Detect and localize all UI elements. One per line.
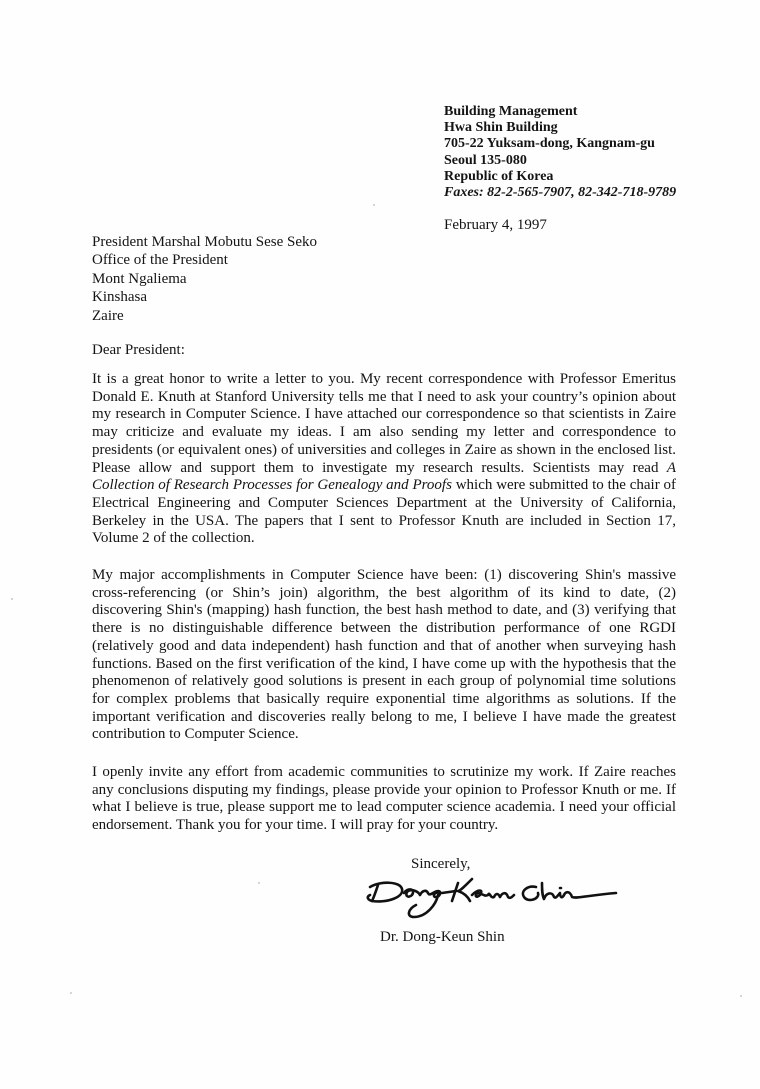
recipient-line: Zaire (92, 307, 124, 324)
scan-speck (70, 992, 72, 994)
recipient-address (92, 233, 317, 325)
salutation: Dear President: (92, 342, 185, 358)
sender-line: Building Management (444, 104, 578, 119)
sender-line: Hwa Shin Building (444, 120, 558, 136)
sender-address (444, 104, 676, 201)
body-paragraph-2: My major accomplishments in Computer Science have been: (1) discovering Shin's massive cross-referencing (or Shin’s join) algorithm, the best algorithm of its kind to date, (2) discovering Shin's (mapping) hash function, the best hash method to date, and (3) verifying that there is no distinguishable difference between the distribution performance of one RGDI (relatively good and data independent) hash function and that of another when surveying hash functions. Based on the first verification of the kind, I have come up with the hypothesis that the phenomenon of relatively good solutions is present in each group of polynomial time solutions for complex problems that basically require exponential time algorithms as solutions. If the important verification and discoveries really belong to me, I believe I have made the greatest contribution to Computer Science. (92, 567, 676, 743)
paragraph-text: It is a great honor to write a letter to you. My recent correspondence with Professor Emeritus Donald E. Knuth at Stanford University tells me that I need to ask your country’s opinion about my research in Computer Science. I have attached our correspondence so that scientists in Zaire may criticize and evaluate my ideas. I am also sending my letter and correspondence to presidents (or equivalent ones) of universities and colleges in Zaire as shown in the enclosed list. Please allow and support them to investigate my research results. Scientists may read (92, 371, 676, 476)
scan-speck (373, 204, 375, 206)
publication-title: A Collection of Research Processes for Genealogy and Proofs (92, 459, 676, 494)
body-paragraph-3: I openly invite any effort from academic communities to scrutinize my work. If Zaire reaches any conclusions disputing my findings, please provide your opinion to Professor Knuth or me. If what I believe is true, please support me to lead computer science academia. I need your official endorsement. Thank you for your time. I will pray for your country. (92, 764, 676, 834)
sender-line: Republic of Korea (444, 168, 554, 184)
paragraph-text: which were submitted to the chair of Electrical Engineering and Computer Sciences Department at the University of California, Berkeley in the USA. The papers that I sent to Professor Knuth are included in Section 17, Volume 2 of the collection. (92, 477, 676, 547)
scan-speck (258, 882, 260, 884)
sender-line: Seoul 135-080 (444, 152, 527, 168)
signer-name: Dr. Dong-Keun Shin (380, 929, 505, 945)
recipient-line: President Marshal Mobutu Sese Seko (92, 234, 317, 250)
recipient-line: Kinshasa (92, 289, 147, 306)
scan-speck (740, 995, 742, 997)
body-paragraph-1 (92, 371, 676, 548)
handwritten-signature-icon (360, 873, 630, 923)
scan-speck (11, 598, 13, 600)
recipient-line: Mont Ngaliema (92, 270, 187, 287)
closing: Sincerely, (411, 856, 471, 872)
recipient-line: Office of the President (92, 252, 228, 269)
letter-date: February 4, 1997 (444, 217, 547, 233)
sender-faxes: Faxes: 82-2-565-7907, 82-342-718-9789 (444, 185, 677, 201)
sender-line: 705-22 Yuksam-dong, Kangnam-gu (444, 136, 655, 152)
